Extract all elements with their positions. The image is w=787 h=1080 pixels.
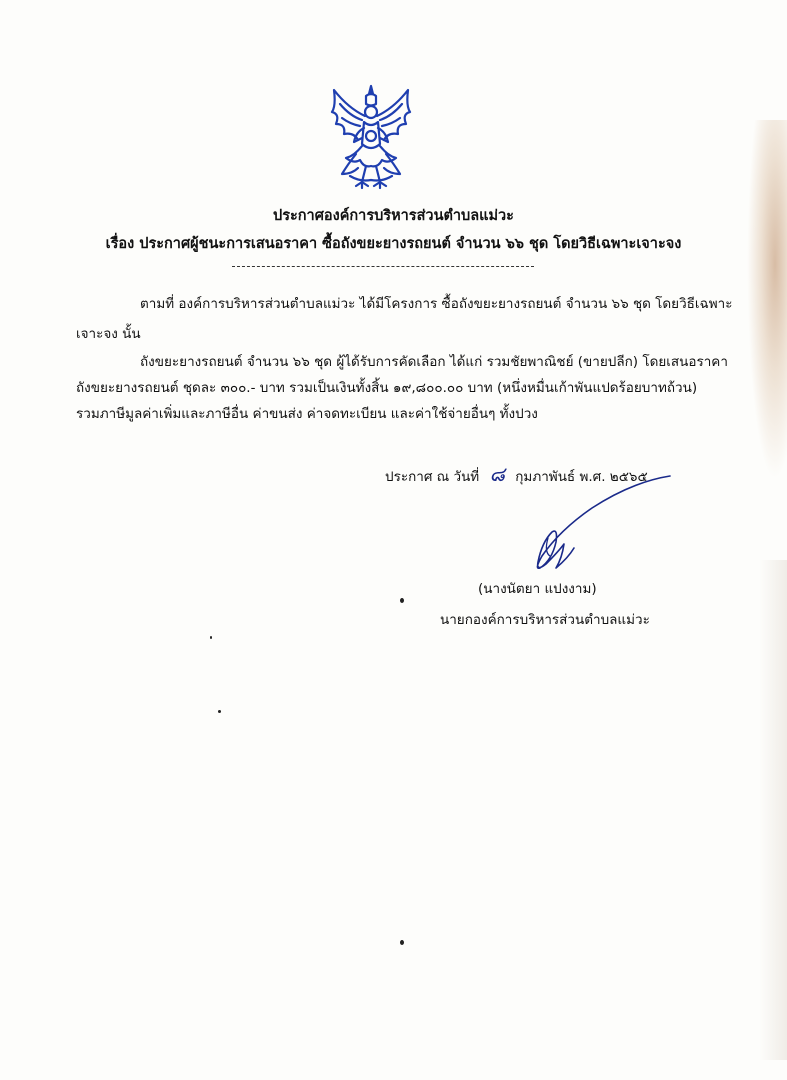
scan-speck [400,598,404,603]
garuda-emblem-icon [326,82,416,194]
title-divider [232,266,534,267]
paragraph-2-line-1: ถังขยะยางรถยนต์ จำนวน ๖๖ ชุด ผู้ได้รับการคัดเลือก ได้แก่ รวมชัยพาณิชย์ (ขายปลีก) โดยเสนอราคา [140,354,728,370]
paragraph-1-line-2: เจาะจง นั้น [76,326,141,342]
scan-speck [210,636,212,639]
announcement-subject: เรื่อง ประกาศผู้ชนะการเสนอราคา ซื้อถังขยะยางรถยนต์ จำนวน ๖๖ ชุด โดยวิธีเฉพาะเจาะจง [105,236,682,252]
scan-speck [218,710,221,713]
date-prefix: ประกาศ ณ วันที่ [385,469,480,485]
scan-stain [747,120,787,480]
date-day-handwritten: ๘ [489,462,505,486]
signatory-position: นายกองค์การบริหารส่วนตำบลแม่วะ [440,612,650,628]
handwritten-signature [512,472,682,582]
scan-speck [400,940,404,945]
paragraph-1-line-1: ตามที่ องค์การบริหารส่วนตำบลแม่วะ ได้มีโครงการ ซื้อถังขยะยางรถยนต์ จำนวน ๖๖ ชุด โดยวิธีเฉพาะ [140,296,733,312]
paragraph-2-line-2: ถังขยะยางรถยนต์ ชุดละ ๓๐๐.- บาท รวมเป็นเงินทั้งสิ้น ๑๙,๘๐๐.๐๐ บาท (หนึ่งหมื่นเก้าพันแปดร้อยบาทถ้วน) [76,380,698,396]
scan-shadow [759,560,787,1060]
paragraph-2-line-3: รวมภาษีมูลค่าเพิ่มและภาษีอื่น ค่าขนส่ง ค่าจดทะเบียน และค่าใช้จ่ายอื่นๆ ทั้งปวง [76,406,538,422]
date-month-year: กุมภาพันธ์ พ.ศ. ๒๕๖๕ [515,469,648,485]
announcement-title: ประกาศองค์การบริหารส่วนตำบลแม่วะ [273,208,514,224]
signatory-name: (นางนัตยา แปงงาม) [478,581,597,597]
